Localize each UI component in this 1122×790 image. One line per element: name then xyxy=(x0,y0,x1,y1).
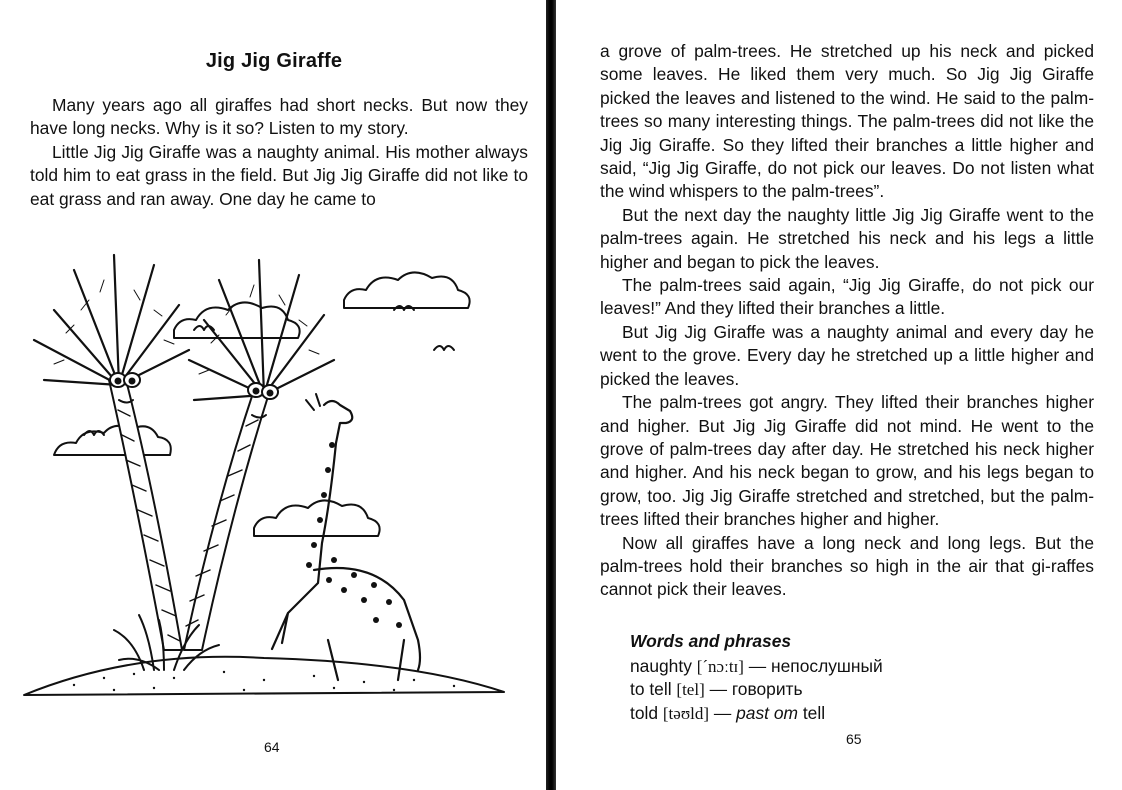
paragraph: But Jig Jig Giraffe was a naughty animal and every day he went to the grove. Every day he stretched up a little higher and picked the leaves. xyxy=(600,321,1094,389)
paragraph: The palm-trees got angry. They lifted their branches higher and higher. But Jig Jig Giraffe did not mind. He went to the grove of palm-trees day after day. He stretched his neck higher and higher. And his neck began to grow, and his legs began to grow, too. Jig Jig Giraffe stretched and stretched, but the palm-trees lifted their branches higher and higher. xyxy=(600,392,1094,530)
left-text-block xyxy=(30,94,528,211)
right-page xyxy=(556,0,1122,790)
vocab-word: naughty xyxy=(630,655,692,676)
story-title: Jig Jig Giraffe xyxy=(205,50,343,72)
right-text-block xyxy=(600,40,1094,602)
vocab-meaning-italic: past от xyxy=(736,702,798,723)
vocab-transcription: [təʊld] xyxy=(662,703,710,723)
words-and-phrases xyxy=(630,630,883,725)
page-number: 65 xyxy=(846,731,862,747)
vocab-meaning: непослушный xyxy=(771,655,883,676)
vocab-entry xyxy=(630,702,883,726)
vocab-meaning: говорить xyxy=(731,679,803,699)
page-number: 64 xyxy=(264,739,280,755)
paragraph: Now all giraffes have a long neck and long legs. But the palm-trees hold their branches so high in the air that gi-raffes cannot pick their leaves. xyxy=(600,532,1094,600)
vocab-entry xyxy=(630,655,883,679)
left-page xyxy=(0,0,548,790)
paragraph: Little Jig Jig Giraffe was a naughty animal. His mother always told him to eat grass in the field. But Jig Jig Giraffe did not like to eat grass and ran away. One day he came to xyxy=(30,141,528,209)
paragraph: Many years ago all giraffes had short necks. But now they have long necks. Why is it so? Listen to my story. xyxy=(30,95,528,139)
paragraph: The palm-trees said again, “Jig Jig Giraffe, do not pick our leaves!” And they lifted their branches a little. xyxy=(600,275,1094,319)
paragraph: a grove of palm-trees. He stretched up his neck and picked some leaves. He liked them very much. So Jig Jig Giraffe picked the leaves and listened to the wind. He said to the palm-trees so many interesting things. The palm-trees did not like the Jig Jig Giraffe. So they lifted their branches a little higher and said, “Jig Jig Giraffe, do not pick our leaves. Do not listen what the wind whispers to the palm-trees”. xyxy=(600,41,1094,202)
vocab-word: told xyxy=(630,702,659,723)
book-spine xyxy=(546,0,556,790)
vocab-word: to tell xyxy=(630,679,672,699)
paragraph: But the next day the naughty little Jig Jig Giraffe went to the palm-trees again. He stretched his neck and his legs a little higher and began to pick the leaves. xyxy=(600,204,1094,272)
words-heading: Words and phrases xyxy=(630,631,792,651)
vocab-dash: — xyxy=(748,655,767,676)
palm-trees-giraffe-illustration xyxy=(14,230,534,720)
vocab-dash: — xyxy=(713,702,732,723)
vocab-dash: — xyxy=(709,679,727,699)
vocab-transcription: [tel] xyxy=(676,680,705,699)
vocab-meaning-tail: tell xyxy=(802,702,826,723)
vocab-transcription: [ˊnɔːtɪ] xyxy=(696,656,744,676)
vocab-entry xyxy=(630,678,883,702)
